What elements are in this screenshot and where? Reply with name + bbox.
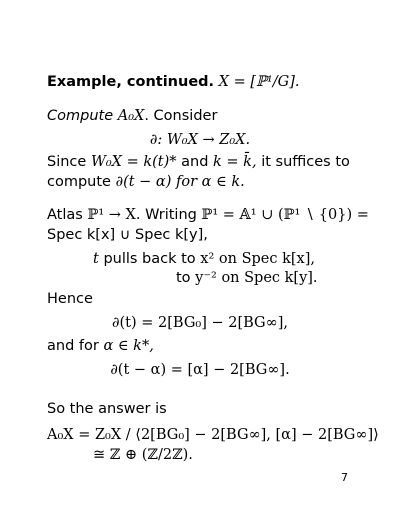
and-for-text: and for [47,338,99,354]
and-for-math: α ∈ k*, [103,338,154,354]
since-math-2: k = k̄, [213,154,257,170]
compute-label: Compute [47,108,114,124]
pullback-text: pulls back to [103,251,196,267]
compute-suffix: . Consider [144,108,218,124]
equation-boundary-t: ∂(t) = 2[BG₀] − 2[BG∞], [112,315,288,331]
since-line-1 [47,153,350,171]
answer-intro: So the answer is [47,401,167,417]
pullback-math-1: x² on Spec k[x], [200,251,315,267]
since-compute-math: ∂(t − α) for α ∈ k. [115,174,245,190]
atlas-prefix: Atlas [47,207,83,223]
since-and: and [181,154,209,170]
atlas-math-1: ℙ¹ → X. [87,207,141,223]
since-compute: compute [47,174,111,190]
since-prefix: Since [47,154,87,170]
pullback-to: to [176,270,191,286]
page-number: 7 [341,471,348,484]
hence-text: Hence [47,291,93,307]
pullback-line-1 [93,250,315,268]
since-line-2 [47,173,245,191]
heading [47,73,299,91]
compute-line [47,107,217,125]
heading-label: Example, continued. [47,74,215,90]
equation-boundary-alpha: ∂(t − α) = [α] − 2[BG∞]. [110,362,290,378]
and-for-line [47,337,154,355]
since-math-1: W₀X = k(t)* [90,154,177,170]
pullback-line-2 [176,269,318,287]
answer-equation-line-2: ≅ ℤ ⊕ (ℤ/2ℤ). [93,447,193,463]
atlas-line-2: Spec k[x] ∪ Spec k[y], [47,227,208,243]
pullback-math-2: y⁻² on Spec k[y]. [195,270,318,286]
atlas-math-2: ℙ¹ = 𝔸¹ ∪ (ℙ¹ ∖ {0}) = [201,207,369,223]
answer-equation-line-1: A₀X = Z₀X / ⟨2[BG₀] − 2[BG∞], [α] − 2[BG∞]⟩ [47,427,379,443]
compute-subject: A₀X [117,108,145,124]
atlas-line-1 [47,206,369,224]
atlas-writing: Writing [145,207,197,223]
pullback-var: t [93,251,99,267]
boundary-map-equation: ∂: W₀X → Z₀X. [149,132,251,148]
since-suffix: it suffices to [261,154,350,170]
heading-math: X = [ℙ¹/G]. [218,74,300,90]
